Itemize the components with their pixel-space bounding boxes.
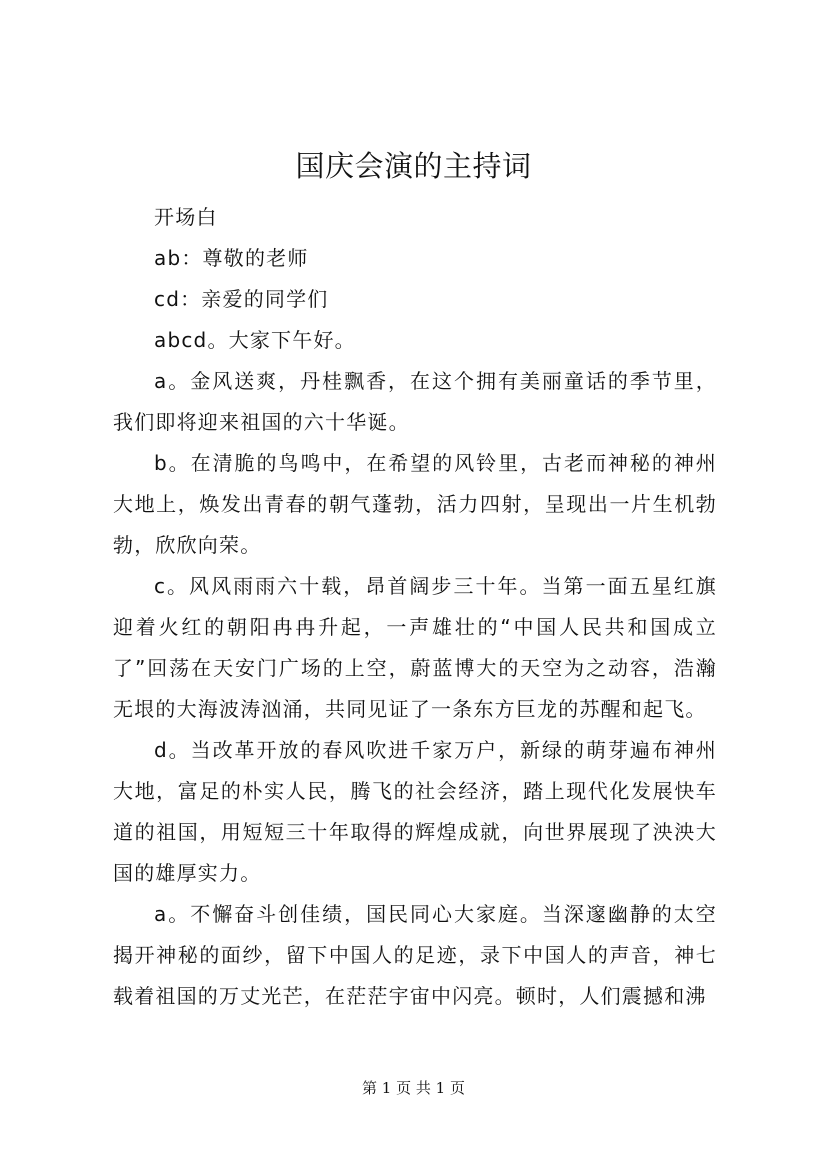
paragraph-opening: 开场白 [154, 205, 218, 229]
paragraph-a2: a。不懈奋斗创佳绩，国民同心大家庭。当深邃幽静的太空揭开神秘的面纱，留下中国人的足迹，录下中国人的声音，神七载着祖国的万丈光芒，在茫茫宇宙中闪亮。顿时，人们震撼和沸 [113, 902, 717, 1008]
paragraph-b1: b。在清脆的鸟鸣中，在希望的风铃里，古老而神秘的神州大地上，焕发出青春的朝气蓬勃，活力四射，呈现出一片生机勃勃，欣欣向荣。 [113, 451, 717, 557]
paragraph-ab: ab：尊敬的老师 [154, 246, 309, 270]
paragraph-cd: cd：亲爱的同学们 [154, 287, 329, 311]
paragraph-a1: a。金风送爽，丹桂飘香，在这个拥有美丽童话的季节里，我们即将迎来祖国的六十华诞。 [113, 369, 717, 434]
paragraph-c1: c。风风雨雨六十载，昂首阔步三十年。当第一面五星红旗迎着火红的朝阳冉冉升起，一声雄壮的“中国人民共和国成立了”回荡在天安门广场的上空，蔚蓝博大的天空为之动容，浩瀚无垠的大海波涛汹涌，共同见证了一条东方巨龙的苏醒和起飞。 [113, 574, 717, 721]
paragraph-d1: d。当改革开放的春风吹进千家万户，新绿的萌芽遍布神州大地，富足的朴实人民，腾飞的社会经济，踏上现代化发展快车道的祖国，用短短三十年取得的辉煌成就，向世界展现了泱泱大国的雄厚实力。 [113, 738, 717, 885]
document-body [113, 197, 717, 1017]
page-footer: 第 1 页 共 1 页 [362, 1079, 465, 1097]
document-title: 国庆会演的主持词 [295, 149, 532, 183]
paragraph-abcd: abcd。大家下午好。 [154, 328, 356, 352]
